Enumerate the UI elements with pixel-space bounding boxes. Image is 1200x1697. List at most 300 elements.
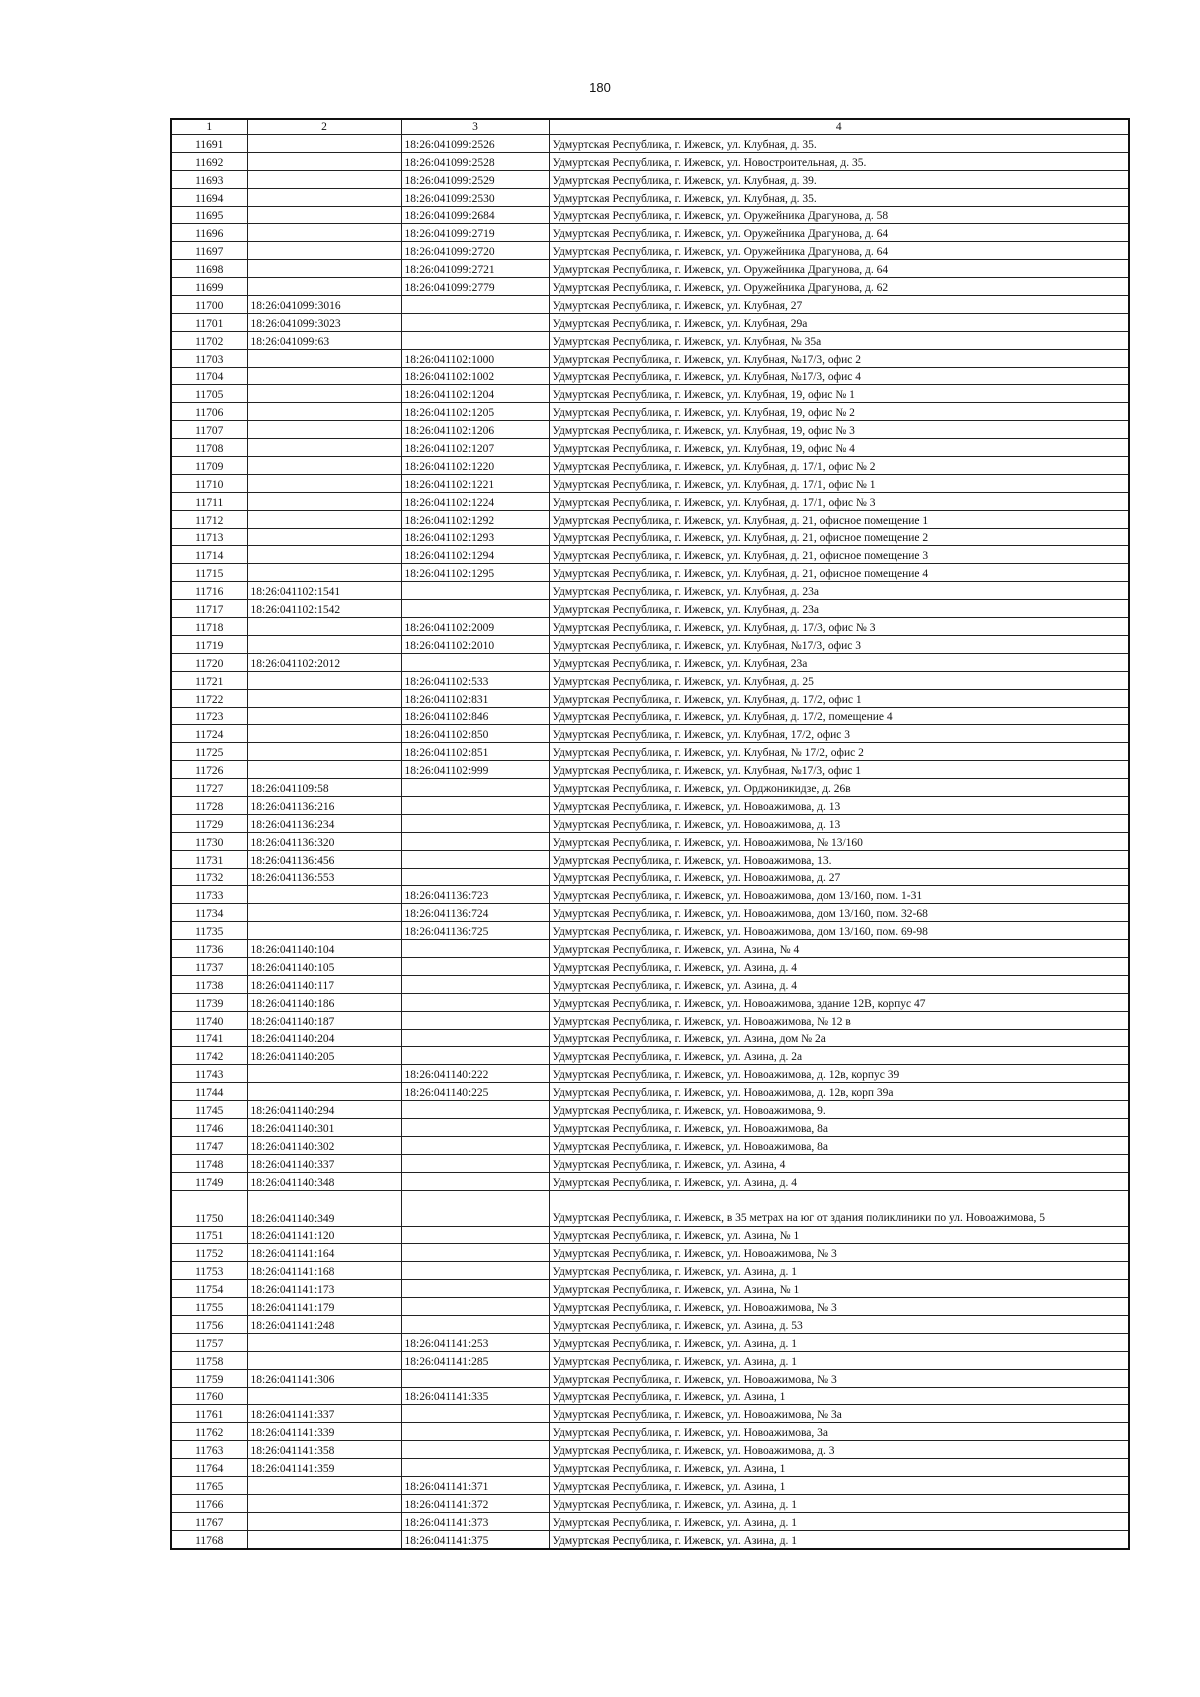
cadastral-number-premises <box>401 296 549 314</box>
table-row <box>171 1280 1129 1298</box>
row-number: 11760 <box>171 1387 247 1405</box>
cadastral-number-premises <box>401 1262 549 1280</box>
cadastral-number-premises: 18:26:041102:1293 <box>401 528 549 546</box>
cadastral-number-building <box>247 1065 401 1083</box>
row-number: 11759 <box>171 1369 247 1387</box>
table-row <box>171 689 1129 707</box>
cadastral-number-building: 18:26:041141:359 <box>247 1459 401 1477</box>
cadastral-number-building <box>247 761 401 779</box>
address: Удмуртская Республика, г. Ижевск, ул. Клубная, 19, офис № 1 <box>549 385 1129 403</box>
cadastral-number-premises: 18:26:041102:831 <box>401 689 549 707</box>
cadastral-number-premises <box>401 1136 549 1154</box>
row-number: 11746 <box>171 1118 247 1136</box>
cadastral-number-building: 18:26:041141:120 <box>247 1226 401 1244</box>
cadastral-number-building: 18:26:041141:337 <box>247 1405 401 1423</box>
cadastral-number-premises: 18:26:041099:2719 <box>401 224 549 242</box>
cadastral-number-building <box>247 904 401 922</box>
cadastral-number-building: 18:26:041141:164 <box>247 1244 401 1262</box>
cadastral-number-building: 18:26:041140:205 <box>247 1047 401 1065</box>
row-number: 11745 <box>171 1101 247 1119</box>
row-number: 11749 <box>171 1172 247 1190</box>
address: Удмуртская Республика, г. Ижевск, ул. Клубная, д. 17/3, офис № 3 <box>549 618 1129 636</box>
row-number: 11712 <box>171 510 247 528</box>
table-row <box>171 1226 1129 1244</box>
cadastral-number-building: 18:26:041102:1541 <box>247 582 401 600</box>
table-row <box>171 1333 1129 1351</box>
cadastral-number-building: 18:26:041141:179 <box>247 1298 401 1316</box>
address: Удмуртская Республика, г. Ижевск, ул. Клубная, №17/3, офис 1 <box>549 761 1129 779</box>
table-row <box>171 1530 1129 1548</box>
cadastral-number-building <box>247 1494 401 1512</box>
table-row <box>171 1244 1129 1262</box>
address: Удмуртская Республика, г. Ижевск, ул. Новоажимова, здание 12В, корпус 47 <box>549 993 1129 1011</box>
table-row <box>171 242 1129 260</box>
table-row <box>171 1029 1129 1047</box>
cadastral-number-premises: 18:26:041099:2779 <box>401 278 549 296</box>
address: Удмуртская Республика, г. Ижевск, ул. Клубная, д. 35. <box>549 188 1129 206</box>
cadastral-number-premises <box>401 993 549 1011</box>
cadastral-number-building: 18:26:041140:349 <box>247 1190 401 1226</box>
row-number: 11757 <box>171 1333 247 1351</box>
cadastral-number-premises: 18:26:041141:375 <box>401 1530 549 1548</box>
cadastral-number-building: 18:26:041136:456 <box>247 850 401 868</box>
cadastral-number-building <box>247 564 401 582</box>
cadastral-number-premises: 18:26:041102:846 <box>401 707 549 725</box>
cadastral-number-building: 18:26:041140:187 <box>247 1011 401 1029</box>
cadastral-number-building <box>247 635 401 653</box>
row-number: 11743 <box>171 1065 247 1083</box>
cadastral-number-premises <box>401 850 549 868</box>
address: Удмуртская Республика, г. Ижевск, ул. Азина, 4 <box>549 1154 1129 1172</box>
cadastral-number-building <box>247 1351 401 1369</box>
cadastral-number-premises <box>401 313 549 331</box>
address: Удмуртская Республика, г. Ижевск, ул. Азина, д. 1 <box>549 1262 1129 1280</box>
row-number: 11696 <box>171 224 247 242</box>
row-number: 11741 <box>171 1029 247 1047</box>
cadastral-number-premises <box>401 940 549 958</box>
table-row <box>171 1441 1129 1459</box>
row-number: 11710 <box>171 474 247 492</box>
row-number: 11765 <box>171 1477 247 1495</box>
cadastral-number-premises: 18:26:041099:2526 <box>401 135 549 153</box>
cadastral-number-building: 18:26:041140:117 <box>247 975 401 993</box>
cadastral-number-building: 18:26:041141:358 <box>247 1441 401 1459</box>
row-number: 11694 <box>171 188 247 206</box>
cadastral-number-building <box>247 1333 401 1351</box>
table-row <box>171 600 1129 618</box>
row-number: 11724 <box>171 725 247 743</box>
table-row <box>171 492 1129 510</box>
row-number: 11729 <box>171 814 247 832</box>
row-number: 11711 <box>171 492 247 510</box>
cadastral-number-building: 18:26:041140:204 <box>247 1029 401 1047</box>
table-row <box>171 457 1129 475</box>
table-row <box>171 1262 1129 1280</box>
row-number: 11705 <box>171 385 247 403</box>
page-number: 180 <box>589 80 611 95</box>
row-number: 11720 <box>171 653 247 671</box>
table-row <box>171 349 1129 367</box>
row-number: 11719 <box>171 635 247 653</box>
table-row <box>171 313 1129 331</box>
address: Удмуртская Республика, г. Ижевск, в 35 метрах на юг от здания поликлиники по ул. Новоажимова, 5 <box>549 1190 1129 1226</box>
table-row <box>171 1083 1129 1101</box>
address: Удмуртская Республика, г. Ижевск, ул. Клубная, д. 21, офисное помещение 1 <box>549 510 1129 528</box>
cadastral-number-premises <box>401 957 549 975</box>
table-row <box>171 1047 1129 1065</box>
row-number: 11755 <box>171 1298 247 1316</box>
header-col-2: 2 <box>247 119 401 135</box>
address: Удмуртская Республика, г. Ижевск, ул. Азина, д. 2а <box>549 1047 1129 1065</box>
cadastral-number-premises <box>401 1190 549 1226</box>
address: Удмуртская Республика, г. Ижевск, ул. Новоажимова, д. 12в, корп 39а <box>549 1083 1129 1101</box>
table-row <box>171 403 1129 421</box>
table-row <box>171 421 1129 439</box>
cadastral-number-building <box>247 385 401 403</box>
cadastral-number-building: 18:26:041099:3016 <box>247 296 401 314</box>
cadastral-number-premises: 18:26:041102:1221 <box>401 474 549 492</box>
cadastral-number-building: 18:26:041099:3023 <box>247 313 401 331</box>
cadastral-number-building <box>247 492 401 510</box>
row-number: 11766 <box>171 1494 247 1512</box>
cadastral-number-premises <box>401 653 549 671</box>
cadastral-number-building: 18:26:041140:301 <box>247 1118 401 1136</box>
table-row <box>171 1387 1129 1405</box>
address: Удмуртская Республика, г. Ижевск, ул. Азина, д. 4 <box>549 1172 1129 1190</box>
table-row <box>171 1423 1129 1441</box>
cadastral-number-building: 18:26:041136:216 <box>247 796 401 814</box>
cadastral-number-premises <box>401 1441 549 1459</box>
cadastral-number-building: 18:26:041140:337 <box>247 1154 401 1172</box>
table-header <box>171 119 1129 135</box>
address: Удмуртская Республика, г. Ижевск, ул. Новоажимова, д. 3 <box>549 1441 1129 1459</box>
cadastral-number-building <box>247 707 401 725</box>
table-row <box>171 957 1129 975</box>
address: Удмуртская Республика, г. Ижевск, ул. Новоажимова, дом 13/160, пом. 69-98 <box>549 922 1129 940</box>
cadastral-number-building <box>247 403 401 421</box>
row-number: 11732 <box>171 868 247 886</box>
row-number: 11738 <box>171 975 247 993</box>
address: Удмуртская Республика, г. Ижевск, ул. Клубная, 23а <box>549 653 1129 671</box>
address: Удмуртская Республика, г. Ижевск, ул. Клубная, д. 17/2, офис 1 <box>549 689 1129 707</box>
table-row <box>171 278 1129 296</box>
row-number: 11700 <box>171 296 247 314</box>
table-row <box>171 510 1129 528</box>
address: Удмуртская Республика, г. Ижевск, ул. Клубная, №17/3, офис 3 <box>549 635 1129 653</box>
address: Удмуртская Республика, г. Ижевск, ул. Азина, д. 53 <box>549 1316 1129 1334</box>
cadastral-number-building: 18:26:041140:105 <box>247 957 401 975</box>
row-number: 11708 <box>171 439 247 457</box>
address: Удмуртская Республика, г. Ижевск, ул. Новоажимова, 9. <box>549 1101 1129 1119</box>
cadastral-number-premises: 18:26:041099:2684 <box>401 206 549 224</box>
row-number: 11753 <box>171 1262 247 1280</box>
row-number: 11733 <box>171 886 247 904</box>
table-row <box>171 1351 1129 1369</box>
table-row <box>171 779 1129 797</box>
cadastral-number-building <box>247 886 401 904</box>
row-number: 11730 <box>171 832 247 850</box>
cadastral-number-premises: 18:26:041141:285 <box>401 1351 549 1369</box>
address: Удмуртская Республика, г. Ижевск, ул. Новоажимова, № 3 <box>549 1298 1129 1316</box>
table-row <box>171 1011 1129 1029</box>
cadastral-number-premises: 18:26:041102:1002 <box>401 367 549 385</box>
table-row <box>171 993 1129 1011</box>
cadastral-number-building <box>247 152 401 170</box>
cadastral-number-premises: 18:26:041099:2530 <box>401 188 549 206</box>
table-row <box>171 940 1129 958</box>
row-number: 11717 <box>171 600 247 618</box>
table-row <box>171 1190 1129 1226</box>
table-row <box>171 296 1129 314</box>
cadastral-number-building <box>247 474 401 492</box>
cadastral-number-building: 18:26:041140:104 <box>247 940 401 958</box>
address: Удмуртская Республика, г. Ижевск, ул. Новоажимова, д. 13 <box>549 796 1129 814</box>
table-row <box>171 1298 1129 1316</box>
cadastral-number-premises: 18:26:041102:1000 <box>401 349 549 367</box>
cadastral-number-building <box>247 349 401 367</box>
table-row <box>171 170 1129 188</box>
address: Удмуртская Республика, г. Ижевск, ул. Клубная, д. 21, офисное помещение 4 <box>549 564 1129 582</box>
row-number: 11736 <box>171 940 247 958</box>
table-row <box>171 850 1129 868</box>
cadastral-number-building <box>247 1477 401 1495</box>
address: Удмуртская Республика, г. Ижевск, ул. Азина, д. 1 <box>549 1512 1129 1530</box>
address: Удмуртская Республика, г. Ижевск, ул. Азина, дом № 2а <box>549 1029 1129 1047</box>
cadastral-number-premises <box>401 814 549 832</box>
cadastral-number-premises <box>401 779 549 797</box>
cadastral-number-building <box>247 689 401 707</box>
table-row <box>171 1101 1129 1119</box>
row-number: 11737 <box>171 957 247 975</box>
row-number: 11709 <box>171 457 247 475</box>
cadastral-number-premises: 18:26:041102:851 <box>401 743 549 761</box>
table-row <box>171 975 1129 993</box>
cadastral-number-building: 18:26:041099:63 <box>247 331 401 349</box>
cadastral-number-premises: 18:26:041141:372 <box>401 1494 549 1512</box>
cadastral-number-premises <box>401 1423 549 1441</box>
row-number: 11707 <box>171 421 247 439</box>
address: Удмуртская Республика, г. Ижевск, ул. Новоажимова, д. 13 <box>549 814 1129 832</box>
table-row <box>171 832 1129 850</box>
cadastral-number-premises <box>401 1369 549 1387</box>
cadastral-number-premises <box>401 1172 549 1190</box>
cadastral-number-premises: 18:26:041136:725 <box>401 922 549 940</box>
cadastral-number-building: 18:26:041140:348 <box>247 1172 401 1190</box>
cadastral-number-premises: 18:26:041102:1207 <box>401 439 549 457</box>
row-number: 11740 <box>171 1011 247 1029</box>
table-row <box>171 725 1129 743</box>
address: Удмуртская Республика, г. Ижевск, ул. Клубная, д. 21, офисное помещение 3 <box>549 546 1129 564</box>
cadastral-number-building <box>247 135 401 153</box>
cadastral-number-premises: 18:26:041102:1295 <box>401 564 549 582</box>
cadastral-number-premises <box>401 1316 549 1334</box>
cadastral-number-premises <box>401 1011 549 1029</box>
address: Удмуртская Республика, г. Ижевск, ул. Клубная, д. 17/1, офис № 3 <box>549 492 1129 510</box>
address: Удмуртская Республика, г. Ижевск, ул. Азина, д. 1 <box>549 1351 1129 1369</box>
table-row <box>171 474 1129 492</box>
table-row <box>171 868 1129 886</box>
cadastral-number-premises <box>401 1298 549 1316</box>
cadastral-number-premises <box>401 331 549 349</box>
address: Удмуртская Республика, г. Ижевск, ул. Азина, № 4 <box>549 940 1129 958</box>
row-number: 11739 <box>171 993 247 1011</box>
table-row <box>171 1316 1129 1334</box>
cadastral-number-premises <box>401 1405 549 1423</box>
row-number: 11706 <box>171 403 247 421</box>
row-number: 11734 <box>171 904 247 922</box>
row-number: 11695 <box>171 206 247 224</box>
cadastral-number-building <box>247 743 401 761</box>
address: Удмуртская Республика, г. Ижевск, ул. Новостроительная, д. 35. <box>549 152 1129 170</box>
cadastral-number-building <box>247 170 401 188</box>
cadastral-number-building <box>247 188 401 206</box>
row-number: 11713 <box>171 528 247 546</box>
row-number: 11722 <box>171 689 247 707</box>
cadastral-number-building: 18:26:041102:1542 <box>247 600 401 618</box>
cadastral-number-premises <box>401 1459 549 1477</box>
cadastral-number-building <box>247 206 401 224</box>
cadastral-number-premises <box>401 1118 549 1136</box>
cadastral-number-premises <box>401 1047 549 1065</box>
cadastral-number-premises: 18:26:041102:2009 <box>401 618 549 636</box>
cadastral-number-building <box>247 421 401 439</box>
table-row <box>171 653 1129 671</box>
address: Удмуртская Республика, г. Ижевск, ул. Новоажимова, № 13/160 <box>549 832 1129 850</box>
row-number: 11768 <box>171 1530 247 1548</box>
address: Удмуртская Республика, г. Ижевск, ул. Новоажимова, дом 13/160, пом. 1-31 <box>549 886 1129 904</box>
cadastral-number-premises <box>401 1029 549 1047</box>
cadastral-number-building: 18:26:041141:306 <box>247 1369 401 1387</box>
row-number: 11758 <box>171 1351 247 1369</box>
table-row <box>171 135 1129 153</box>
cadastral-number-premises: 18:26:041102:1206 <box>401 421 549 439</box>
table-row <box>171 743 1129 761</box>
row-number: 11692 <box>171 152 247 170</box>
row-number: 11723 <box>171 707 247 725</box>
cadastral-number-building <box>247 922 401 940</box>
row-number: 11697 <box>171 242 247 260</box>
cadastral-number-building: 18:26:041136:320 <box>247 832 401 850</box>
cadastral-number-building <box>247 367 401 385</box>
table-row <box>171 1065 1129 1083</box>
address: Удмуртская Республика, г. Ижевск, ул. Клубная, д. 17/1, офис № 1 <box>549 474 1129 492</box>
table-row <box>171 331 1129 349</box>
cadastral-number-building <box>247 528 401 546</box>
address: Удмуртская Республика, г. Ижевск, ул. Клубная, д. 17/2, помещение 4 <box>549 707 1129 725</box>
row-number: 11701 <box>171 313 247 331</box>
table-row <box>171 260 1129 278</box>
address: Удмуртская Республика, г. Ижевск, ул. Клубная, 27 <box>549 296 1129 314</box>
table-row <box>171 1154 1129 1172</box>
address: Удмуртская Республика, г. Ижевск, ул. Клубная, 19, офис № 4 <box>549 439 1129 457</box>
row-number: 11763 <box>171 1441 247 1459</box>
row-number: 11750 <box>171 1190 247 1226</box>
cadastral-number-premises: 18:26:041136:723 <box>401 886 549 904</box>
row-number: 11727 <box>171 779 247 797</box>
address: Удмуртская Республика, г. Ижевск, ул. Оружейника Драгунова, д. 64 <box>549 242 1129 260</box>
row-number: 11693 <box>171 170 247 188</box>
cadastral-number-building: 18:26:041109:58 <box>247 779 401 797</box>
table-row <box>171 439 1129 457</box>
cadastral-table <box>170 118 1130 1550</box>
address: Удмуртская Республика, г. Ижевск, ул. Клубная, № 17/2, офис 2 <box>549 743 1129 761</box>
cadastral-number-premises: 18:26:041099:2528 <box>401 152 549 170</box>
address: Удмуртская Республика, г. Ижевск, ул. Азина, № 1 <box>549 1280 1129 1298</box>
address: Удмуртская Республика, г. Ижевск, ул. Новоажимова, д. 27 <box>549 868 1129 886</box>
row-number: 11752 <box>171 1244 247 1262</box>
table-row <box>171 188 1129 206</box>
row-number: 11742 <box>171 1047 247 1065</box>
row-number: 11702 <box>171 331 247 349</box>
cadastral-number-building: 18:26:041140:186 <box>247 993 401 1011</box>
cadastral-number-premises: 18:26:041141:373 <box>401 1512 549 1530</box>
cadastral-number-building <box>247 725 401 743</box>
cadastral-number-premises <box>401 582 549 600</box>
address: Удмуртская Республика, г. Ижевск, ул. Оружейника Драгунова, д. 64 <box>549 224 1129 242</box>
cadastral-number-building <box>247 546 401 564</box>
table-row <box>171 1118 1129 1136</box>
cadastral-number-building: 18:26:041140:302 <box>247 1136 401 1154</box>
row-number: 11715 <box>171 564 247 582</box>
row-number: 11714 <box>171 546 247 564</box>
row-number: 11716 <box>171 582 247 600</box>
cadastral-number-premises: 18:26:041141:335 <box>401 1387 549 1405</box>
address: Удмуртская Республика, г. Ижевск, ул. Клубная, д. 35. <box>549 135 1129 153</box>
table-body <box>171 135 1129 1549</box>
cadastral-number-premises: 18:26:041102:1224 <box>401 492 549 510</box>
table-row <box>171 367 1129 385</box>
cadastral-number-premises <box>401 832 549 850</box>
address: Удмуртская Республика, г. Ижевск, ул. Клубная, д. 17/1, офис № 2 <box>549 457 1129 475</box>
address: Удмуртская Республика, г. Ижевск, ул. Клубная, № 35а <box>549 331 1129 349</box>
address: Удмуртская Республика, г. Ижевск, ул. Азина, д. 4 <box>549 975 1129 993</box>
row-number: 11754 <box>171 1280 247 1298</box>
address: Удмуртская Республика, г. Ижевск, ул. Оружейника Драгунова, д. 62 <box>549 278 1129 296</box>
address: Удмуртская Республика, г. Ижевск, ул. Орджоникидзе, д. 26в <box>549 779 1129 797</box>
cadastral-number-premises: 18:26:041141:371 <box>401 1477 549 1495</box>
cadastral-number-building: 18:26:041141:173 <box>247 1280 401 1298</box>
table-row <box>171 1405 1129 1423</box>
cadastral-number-premises: 18:26:041102:850 <box>401 725 549 743</box>
address: Удмуртская Республика, г. Ижевск, ул. Новоажимова, № 3 <box>549 1244 1129 1262</box>
cadastral-number-building: 18:26:041136:553 <box>247 868 401 886</box>
row-number: 11698 <box>171 260 247 278</box>
table-row <box>171 564 1129 582</box>
address: Удмуртская Республика, г. Ижевск, ул. Оружейника Драгунова, д. 58 <box>549 206 1129 224</box>
table-row <box>171 618 1129 636</box>
cadastral-number-premises: 18:26:041102:1204 <box>401 385 549 403</box>
address: Удмуртская Республика, г. Ижевск, ул. Азина, д. 1 <box>549 1333 1129 1351</box>
address: Удмуртская Республика, г. Ижевск, ул. Клубная, д. 23а <box>549 582 1129 600</box>
cadastral-number-premises: 18:26:041102:2010 <box>401 635 549 653</box>
cadastral-number-premises <box>401 1280 549 1298</box>
address: Удмуртская Республика, г. Ижевск, ул. Клубная, №17/3, офис 4 <box>549 367 1129 385</box>
cadastral-number-building <box>247 1387 401 1405</box>
header-col-4: 4 <box>549 119 1129 135</box>
table-row <box>171 528 1129 546</box>
address: Удмуртская Республика, г. Ижевск, ул. Азина, д. 1 <box>549 1530 1129 1548</box>
table-row <box>171 796 1129 814</box>
cadastral-number-building: 18:26:041102:2012 <box>247 653 401 671</box>
cadastral-number-premises <box>401 1154 549 1172</box>
address: Удмуртская Республика, г. Ижевск, ул. Азина, д. 4 <box>549 957 1129 975</box>
cadastral-number-building <box>247 260 401 278</box>
address: Удмуртская Республика, г. Ижевск, ул. Новоажимова, 13. <box>549 850 1129 868</box>
cadastral-number-premises: 18:26:041140:225 <box>401 1083 549 1101</box>
table-row <box>171 1494 1129 1512</box>
cadastral-number-building: 18:26:041136:234 <box>247 814 401 832</box>
address: Удмуртская Республика, г. Ижевск, ул. Оружейника Драгунова, д. 64 <box>549 260 1129 278</box>
